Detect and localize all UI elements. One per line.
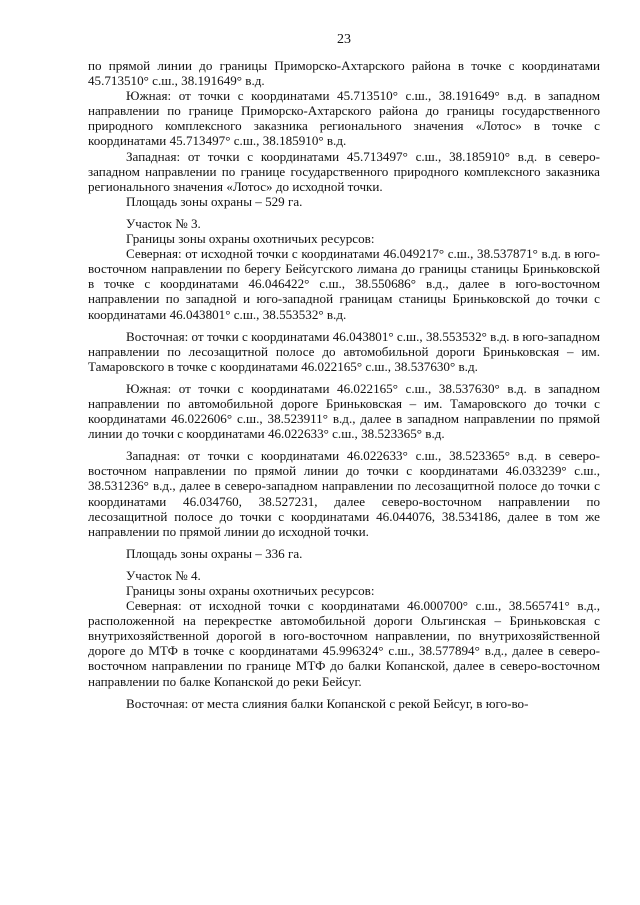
paragraph: по прямой линии до границы Приморско-Ахтарского района в точке с координатами 45.713510° с.ш., 38.191649° в.д. — [88, 58, 600, 89]
paragraph: Площадь зоны охраны – 529 га. — [126, 193, 303, 209]
paragraph: Участок № 4. — [126, 567, 201, 583]
paragraph: Северная: от исходной точки с координатами 46.049217° с.ш., 38.537871° в.д. в юго-восточном направлении по берегу Бейсугского лимана до границы станицы Бриньковской в точке с координатами 46.046422° с.ш., 38.550686° в.д., далее в юго-восточном направлении по западной и юго-западной границам станицы Бриньковской до точки с координатами 46.043801° с.ш., 38.553532° в.д. — [88, 246, 600, 322]
paragraph: Южная: от точки с координатами 45.713510° с.ш., 38.191649° в.д. в западном направлении по границе Приморско-Ахтарского района до границы государственного природного комплексного заказника регионального значения «Лотос» в точке с координатами 45.713497° с.ш., 38.185910° в.д. — [88, 88, 600, 149]
paragraph: Западная: от точки с координатами 45.713497° с.ш., 38.185910° в.д. в северо-западном направлении по границе государственного природного комплексного заказника регионального значения «Лотос» до исходной точки. — [88, 148, 600, 194]
paragraph: Восточная: от места слияния балки Копанской с рекой Бейсуг, в юго-во- — [126, 695, 529, 711]
paragraph: Границы зоны охраны охотничьих ресурсов: — [126, 231, 375, 247]
paragraph: Северная: от исходной точки с координатами 46.000700° с.ш., 38.565741° в.д., расположенной на перекрестке автомобильной дороги Ольгинская – Бриньковская с внутрихозяйственной дорогой в юго-восточном направлении, по внутрихозяйственной дороге до МТФ в точке с координатами 45.996324° с.ш., 38.577894° в.д., далее в северо-восточном направлении по границе МТФ до балки Копанской, далее в северо-восточном направлении по балке Копанской до реки Бейсуг. — [88, 598, 600, 689]
paragraph: Площадь зоны охраны – 336 га. — [126, 545, 303, 561]
page-number: 23 — [337, 32, 351, 47]
paragraph: Участок № 3. — [126, 215, 201, 231]
paragraph: Границы зоны охраны охотничьих ресурсов: — [126, 583, 375, 598]
paragraph: Южная: от точки с координатами 46.022165° с.ш., 38.537630° в.д. в западном направлении по автомобильной дороге Бриньковская – им. Тамаровского до точки с координатами 46.022606° с.ш., 38.523911° в.д., далее в западном направлении по прямой линии до точки с координатами 46.022633° с.ш., 38.523365° в.д. — [88, 380, 600, 442]
document-page — [88, 32, 600, 711]
paragraph: Западная: от точки с координатами 46.022633° с.ш., 38.523365° в.д. в северо-восточном направлении по прямой линии до точки с координатами 46.033239° с.ш., 38.531236° в.д., далее в северо-западном направлении по лесозащитной полосе до точки с координатами 46.034760, 38.527231, далее северо-восточном направлении по лесозащитной полосе до точки с координатами 46.044076, 38.534186, далее в том же направлении по прямой линии до исходной точки. — [88, 448, 600, 539]
paragraph: Восточная: от точки с координатами 46.043801° с.ш., 38.553532° в.д. в юго-западном направлении по лесозащитной полосе до автомобильной дороги Бриньковская – им. Тамаровского в точке с координатами 46.022165° с.ш., 38.537630° в.д. — [88, 328, 600, 374]
document-body — [88, 58, 600, 711]
